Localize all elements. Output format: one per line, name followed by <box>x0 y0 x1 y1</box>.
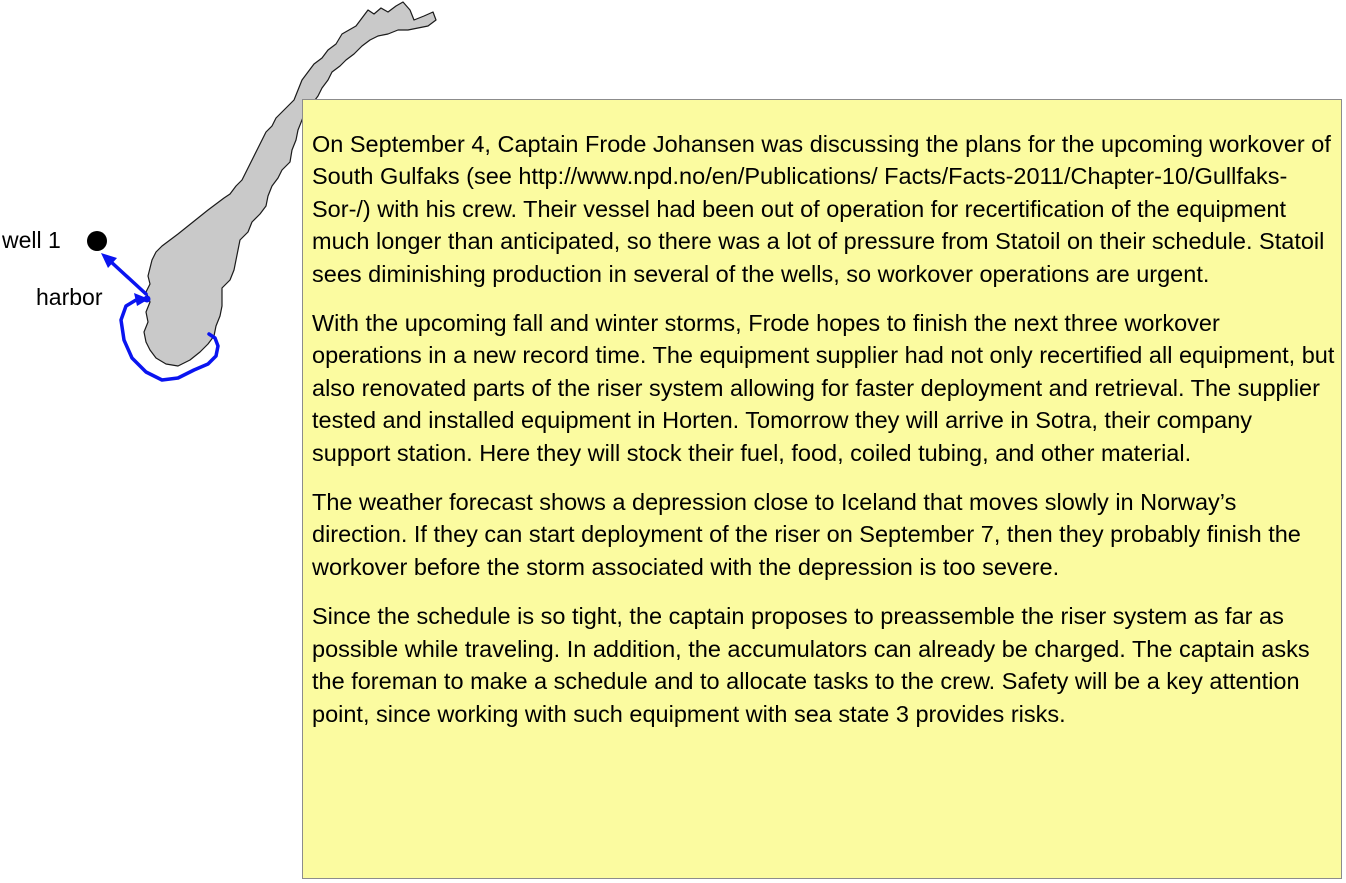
vessel-route-to-well <box>109 260 146 294</box>
scenario-paragraph: The weather forecast shows a depression close to Iceland that moves slowly in Norway’s direction. If they can start deployment of the riser on September 7, then they probably finish the workover before the storm associated with the depression is too severe. <box>312 489 1301 580</box>
harbor-label: harbor <box>36 284 103 310</box>
scenario-paragraph: With the upcoming fall and winter storms, Frode hopes to finish the next three workover operations in a new record time. The equipment supplier had not only recertified all equipment, but also renovated parts of the riser system allowing for faster deployment and retrieval. The supplier tested and installed equipment in Horten. Tomorrow they will arrive in Sotra, their company support station. Here they will stock their fuel, food, coiled tubing, and other material. <box>312 310 1335 466</box>
well-label: well 1 <box>2 227 61 253</box>
harbor-marker <box>144 296 151 303</box>
scenario-paragraph: On September 4, Captain Frode Johansen was discussing the plans for the upcoming workover of South Gulfaks (see http://www.npd.no/en/Publications/ Facts/Facts-2011/Chapter-10/Gullfaks-Sor-/) with his crew. Their vessel had been out of operation for recertification of the equipment much longer than anticipated, so there was a lot of pressure from Statoil on their schedule. Statoil sees diminishing production in several of the wells, so workover operations are urgent. <box>312 131 1331 287</box>
scenario-paragraph: Since the schedule is so tight, the captain proposes to preassemble the riser system as far as possible while traveling. In addition, the accumulators can already be charged. The captain asks the foreman to make a schedule and to allocate tasks to the crew. Safety will be a key attention point, since working with such equipment with sea state 3 provides risks. <box>312 603 1310 727</box>
scenario-text-box <box>302 99 1342 879</box>
well-marker <box>87 231 107 251</box>
